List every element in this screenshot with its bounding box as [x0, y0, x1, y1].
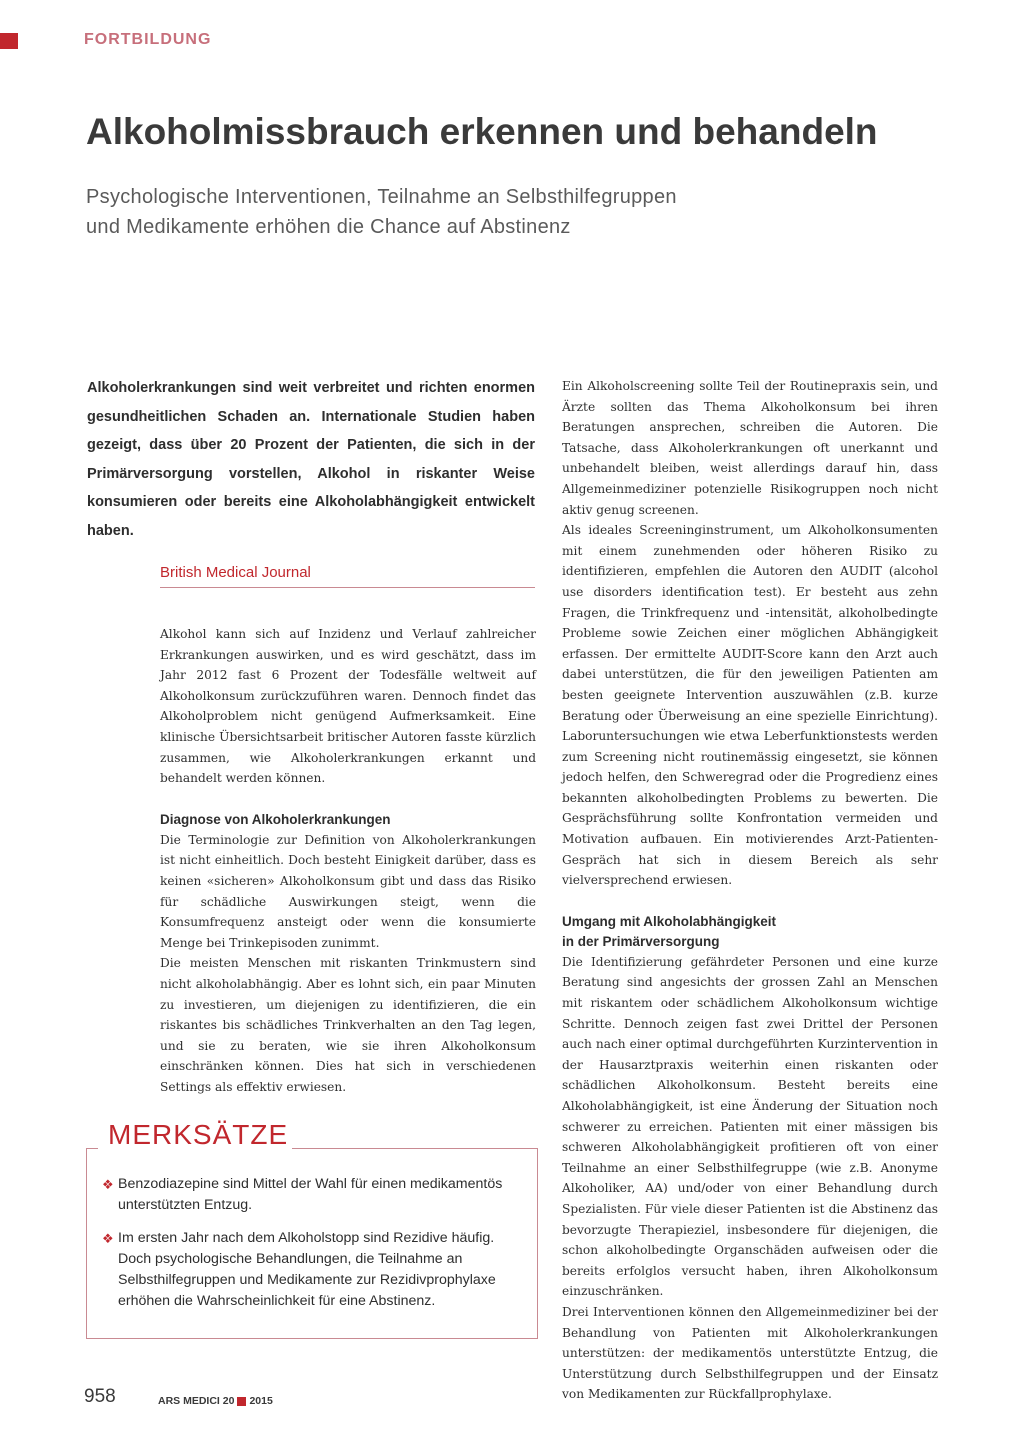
section-heading: Diagnose von Alkoholerkrankungen: [160, 811, 391, 827]
journal-year: 2015: [249, 1395, 273, 1407]
body-paragraph: Die Terminologie zur Definition von Alkoholerkrankungen ist nicht einheitlich. Doch besteht Einigkeit darüber, dass es keinen «sicheren» Alkoholkonsum gibt und dass das Risiko für schädliche Auswirkungen steigt, wenn die Konsumfrequenz ansteigt oder wenn die konsumierte Menge bei Trinkepisoden zunimmt.: [160, 832, 536, 950]
subtitle-line: und Medikamente erhöhen die Chance auf Abstinenz: [86, 216, 571, 238]
merksaetze-list: [102, 1174, 522, 1324]
footer-square-icon: [237, 1397, 246, 1406]
list-item-text: Benzodiazepine sind Mittel der Wahl für einen medikamentös unterstützten Entzug.: [118, 1176, 503, 1213]
article-title: Alkoholmissbrauch erkennen und behandeln: [86, 111, 878, 152]
footer-journal: [158, 1395, 273, 1407]
right-column: [562, 376, 938, 1405]
journal-name: ARS MEDICI 20: [158, 1395, 235, 1407]
body-paragraph: Die meisten Menschen mit riskanten Trinkmustern sind nicht alkoholabhängig. Aber es lohnt sich, ein paar Minuten zu investieren, um diejenigen zu identifizieren, die ein riskantes bis schädliches Trinkverhalten an den Tag legen, und sie zu beraten, wie sie ihren Alkoholkonsum einschränken können. Dies hat sich in verschiedenen Settings als effektiv erwiesen.: [160, 956, 536, 1094]
subtitle-line: Psychologische Interventionen, Teilnahme an Selbsthilfegruppen: [86, 186, 677, 208]
article-subtitle: [86, 182, 946, 242]
heading-line: in der Primärversorgung: [562, 933, 720, 949]
body-paragraph: Als ideales Screeninginstrument, um Alkoholkonsumenten mit einem zunehmenden oder höheren Risiko zu identifizieren, empfehlen die Autoren den AUDIT (alcohol use disorders identification test). Er besteht aus zehn Fragen, die Trinkfrequenz und -intensität, alkoholbedingte Probleme sowie Zeichen einer möglichen Abhängigkeit erfassen. Der ermittelte AUDIT-Score kann den Arzt auch dabei unterstützen, die für den jeweiligen Patienten am besten geeignete Intervention auszuwählen (z.B. kurze Beratung oder Überweisung an eine spezielle Einrichtung). Laboruntersuchungen wie etwa Leberfunktionstests werden zum Screening nicht routinemässig eingesetzt, sie können jedoch helfen, den Schweregrad oder die Progredienz eines bekannten alkoholbedingten Problems zu bewerten. Die Gesprächsführung sollte Konfrontation vermeiden und Motivation aufbauen. Ein motivierendes Arzt-Patienten-Gespräch hat sich in diesem Bereich als sehr vielversprechend erwiesen.: [562, 523, 938, 888]
list-item: [102, 1174, 522, 1216]
section-heading: [562, 912, 938, 952]
box-border: [270, 1148, 537, 1149]
left-column: [160, 624, 536, 1097]
intro-paragraph: Alkohol kann sich auf Inzidenz und Verlauf zahlreicher Erkrankungen auswirken, und es wird geschätzt, dass im Jahr 2012 fast 6 Prozent der Todesfälle weltweit auf Alkoholkonsum zurückzuführen waren. Dennoch findet das Alkoholproblem nicht genügend Aufmerksamkeit. Eine klinische Übersichtsarbeit britischer Autoren fasste kürzlich zusammen, wie Alkoholerkrankungen erkannt und behandelt werden können.: [160, 627, 536, 786]
body-paragraph: Ein Alkoholscreening sollte Teil der Routinepraxis sein, und Ärzte sollten das Thema Alkoholkonsum bei ihren Beratungen ansprechen, schreiben die Autoren. Die Tatsache, dass Alkoholerkrankungen oft unerkannt und unbehandelt bleiben, weist allerdings darauf hin, dass Allgemeinmediziner potenzielle Risikogruppen noch nicht aktiv genug screenen.: [562, 379, 938, 517]
merksaetze-title: MERKSÄTZE: [104, 1119, 292, 1151]
diamond-bullet-icon: ❖: [102, 1177, 114, 1192]
article-lead: Alkoholerkrankungen sind weit verbreitet und richten enormen gesundheitlichen Schaden an. Internationale Studien haben gezeigt, dass über 20 Prozent der Patienten, die sich in der Primärversorgung vorstellen, Alkohol in riskanter Weise konsumieren oder bereits eine Alkoholabhängigkeit entwickelt haben.: [87, 380, 535, 539]
section-marker: [0, 33, 18, 49]
section-label: FORTBILDUNG: [84, 31, 212, 48]
box-border: [86, 1148, 98, 1149]
diamond-bullet-icon: ❖: [102, 1231, 114, 1246]
heading-line: Umgang mit Alkoholabhängigkeit: [562, 913, 777, 929]
article-source: British Medical Journal: [160, 564, 535, 588]
page-number: 958: [84, 1386, 116, 1407]
list-item-text: Im ersten Jahr nach dem Alkoholstopp sind Rezidive häufig. Doch psychologische Behandlungen, die Teilnahme an Selbsthilfegruppen und Medikamente zur Rezidivprophylaxe erhöhen die Wahrscheinlichkeit für eine Abstinenz.: [118, 1230, 496, 1309]
list-item: [102, 1228, 522, 1312]
body-paragraph: Die Identifizierung gefährdeter Personen und eine kurze Beratung sind angesichts der grossen Zahl an Menschen mit riskantem oder schädlichem Alkoholkonsum wichtige Schritte. Dennoch zeigen fast zwei Drittel der Personen auch nach einer optimal durchgeführten Kurzintervention in der Hausarztpraxis weiterhin einen riskanten oder schädlichen Alkoholkonsum. Besteht bereits eine Alkoholabhängigkeit, ist eine Änderung der Situation noch schwerer zu erreichen. Patienten mit einer mässigen bis schweren Alkoholabhängigkeit profitieren oft von einer Teilnahme an einer Selbsthilfegruppe (wie z.B. Anonyme Alkoholiker, AA) und/oder von einer Behandlung durch Spezialisten. Für viele dieser Patienten ist die Abstinenz das bevorzugte Therapieziel, insbesondere für diejenigen, die schon alkoholbedingte Organschäden aufweisen oder die bereits erfolglos versucht haben, ihren Alkoholkonsum einzuschränken.: [562, 954, 938, 1299]
body-paragraph: Drei Interventionen können den Allgemeinmediziner bei der Behandlung von Patienten mit Alkoholerkrankungen unterstützen: der medikamentös unterstützte Entzug, die Unterstützung durch Selbsthilfegruppen und der Einsatz von Medikamenten zur Rückfallprophylaxe.: [562, 1304, 938, 1402]
